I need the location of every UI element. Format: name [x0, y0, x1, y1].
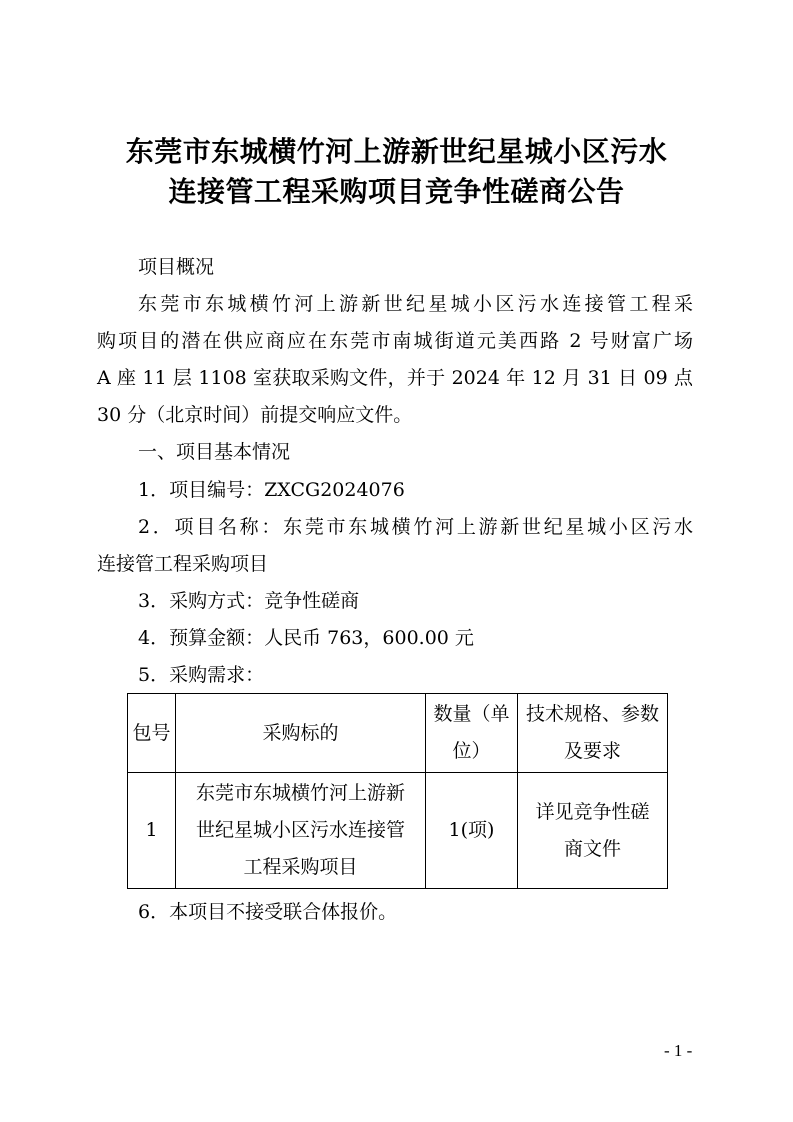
project-number: 1．项目编号：ZXCG2024076: [138, 479, 405, 501]
project-name-line-1: 2．项目名称：东莞市东城横竹河上游新世纪星城小区污水: [138, 516, 693, 538]
overview-line-4: 30 分（北京时间）前提交响应文件。: [97, 404, 413, 426]
procurement-method: 3．采购方式：竞争性磋商: [138, 590, 360, 612]
overview-line-1: 东莞市东城横竹河上游新世纪星城小区污水连接管工程采: [138, 293, 693, 315]
page-number: - 1 -: [664, 1041, 693, 1060]
cell-package: 1: [128, 773, 176, 889]
document-title-line-1: 东莞市东城横竹河上游新世纪星城小区污水: [125, 135, 668, 168]
overview-line-3: A 座 11 层 1108 室获取采购文件，并于 2024 年 12 月 31 日 09 点: [97, 367, 693, 389]
overview-heading: 项目概况: [138, 256, 215, 278]
requirements-table: [127, 693, 668, 889]
cell-quantity: 1(项): [426, 773, 518, 889]
project-name-line-2: 连接管工程采购项目: [97, 553, 269, 575]
consortium-note: 6．本项目不接受联合体报价。: [138, 901, 398, 923]
overview-line-2: 购项目的潜在供应商应在东莞市南城街道元美西路 2 号财富广场: [97, 330, 693, 352]
cell-spec: 详见竞争性磋 商文件: [518, 773, 668, 889]
header-subject: 采购标的: [176, 694, 426, 773]
budget-amount: 4．预算金额：人民币 763，600.00 元: [138, 627, 474, 649]
section-heading: 一、项目基本情况: [138, 441, 291, 463]
procurement-requirements-label: 5．采购需求：: [138, 664, 265, 686]
document-title-line-2: 连接管工程采购项目竞争性磋商公告: [168, 175, 625, 208]
header-spec: 技术规格、参数 及要求: [518, 694, 668, 773]
header-package: 包号: [128, 694, 176, 773]
table-header-row: [128, 694, 668, 773]
cell-subject: 东莞市东城横竹河上游新 世纪星城小区污水连接管 工程采购项目: [176, 773, 426, 889]
table-row: [128, 773, 668, 889]
header-quantity: 数量（单 位）: [426, 694, 518, 773]
